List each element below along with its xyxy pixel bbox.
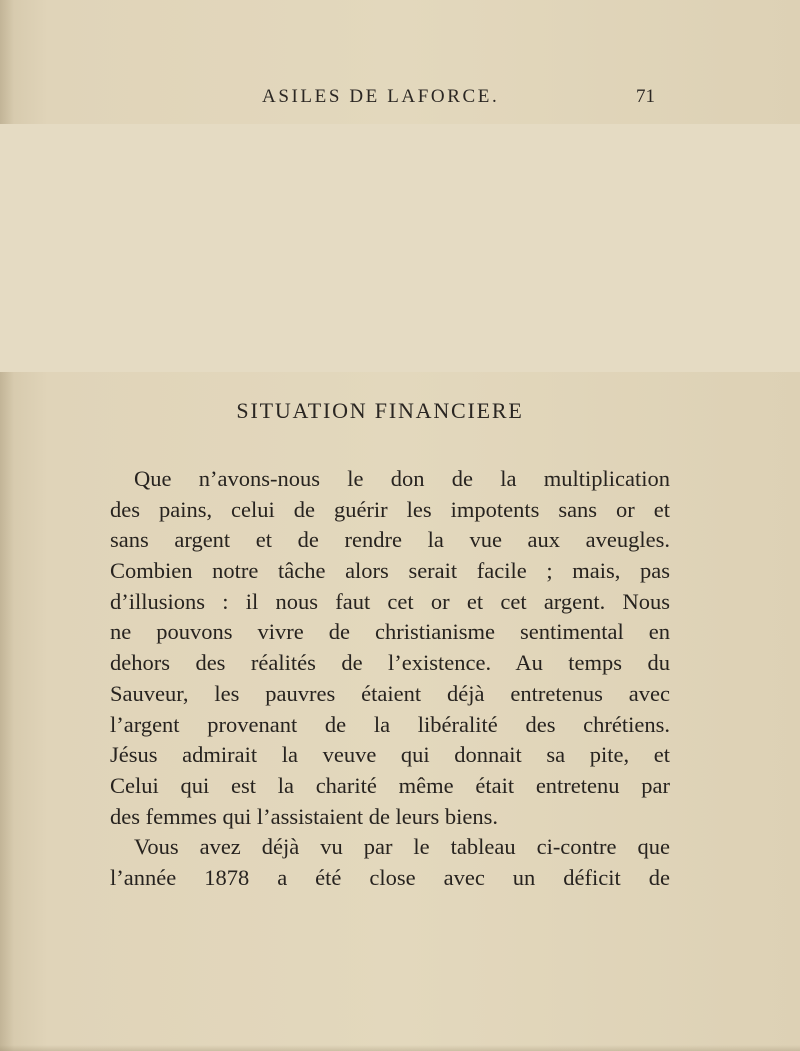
text-line: Vous avez déjà vu par le tableau ci-contre que xyxy=(134,834,670,860)
text-line: l’argent provenant de la libéralité des chrétiens. xyxy=(110,711,670,737)
text-line: ne pouvons vivre de christianisme sentimental en xyxy=(110,619,670,645)
page-header xyxy=(0,86,800,116)
paragraph xyxy=(110,464,670,832)
text-line: Jésus admirait la veuve qui donnait sa pite, et xyxy=(110,742,670,768)
paragraph xyxy=(110,832,670,893)
text-line: dehors des réalités de l’existence. Au temps du xyxy=(110,650,670,676)
text-line: l’année 1878 a été close avec un déficit de xyxy=(110,864,670,890)
body-text xyxy=(110,464,670,894)
text-line: des femmes qui l’assistaient de leurs biens. xyxy=(110,803,499,829)
text-line: Combien notre tâche alors serait facile ; mais, pas xyxy=(110,558,670,584)
blank-area xyxy=(0,124,800,372)
text-line: d’illusions : il nous faut cet or et cet argent. Nous xyxy=(110,588,670,614)
page-number: 71 xyxy=(636,86,655,107)
section-title: SITUATION FINANCIERE xyxy=(236,398,524,423)
text-line: Sauveur, les pauvres étaient déjà entretenus avec xyxy=(110,680,670,706)
running-head: ASILES DE LAFORCE. xyxy=(262,86,500,107)
text-line: sans argent et de rendre la vue aux aveugles. xyxy=(110,527,670,553)
page-bottom-edge xyxy=(0,1045,800,1051)
text-line: des pains, celui de guérir les impotents sans or et xyxy=(110,496,670,522)
text-line: Que n’avons-nous le don de la multiplication xyxy=(134,466,670,491)
text-line: Celui qui est la charité même était entretenu par xyxy=(110,772,670,798)
